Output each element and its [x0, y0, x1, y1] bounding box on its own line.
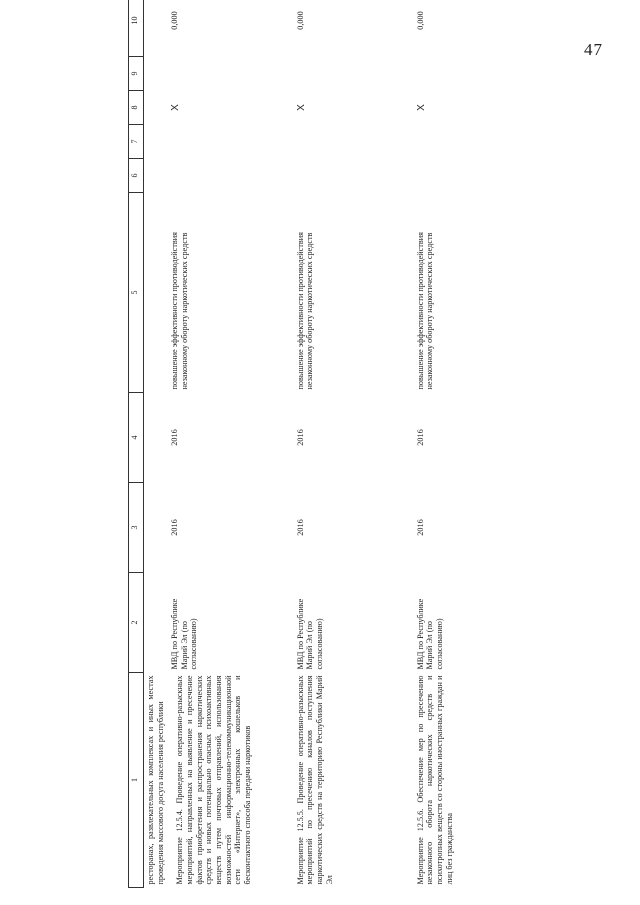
executor-cell: МВД по Республике Марий Эл (по согласованию) — [415, 598, 444, 670]
col6-cell — [414, 159, 549, 193]
start-year-cell: 2016 — [295, 519, 305, 536]
col-header: 3 — [129, 483, 144, 573]
table-row — [294, 0, 414, 888]
rotated-table-container — [128, 11, 548, 888]
measure-cell: Мероприятие 12.5.6. Обеспечение мер по пресечению незаконного оборота наркотических средств и психотропных веществ со стороны иностранных граждан и лиц без гражданства — [415, 675, 454, 885]
result-cell: повышение эффективности противодействия незаконному обороту наркотических средств — [170, 232, 189, 390]
program-measures-table — [128, 0, 548, 888]
col7-cell — [144, 125, 294, 159]
col-header: 4 — [129, 393, 144, 483]
col-header: 6 — [129, 159, 144, 193]
col-header: 8 — [129, 91, 144, 125]
col-header: 7 — [129, 125, 144, 159]
continuation-text: ресторанах, развлекательных комплексах и иных местах проведения массового досуга населения республики — [146, 675, 165, 885]
col8-cell: X — [170, 104, 181, 111]
measure-text: Мероприятие 12.5.4. Проведение оперативно-разыскных мероприятий, направленных на выявление и пресечение фактов приобретения и распространения наркотических средств и новых потенциально опасных психоактивных веществ путем почтовых отправлений, использования возможностей информационно-телекоммуникационной сети «Интернет», электронных кошельков и бесконтактного способа передачи наркотиков — [175, 675, 253, 885]
col9-cell — [414, 57, 549, 91]
header-row — [129, 0, 144, 888]
table-row — [144, 0, 294, 888]
col8-cell: X — [415, 104, 427, 111]
col10-cell: 0,000 — [415, 11, 425, 30]
table-row — [414, 0, 549, 888]
col9-cell — [294, 57, 414, 91]
col-header: 1 — [129, 673, 144, 888]
col10-cell: 0,000 — [295, 11, 305, 30]
col7-cell — [294, 125, 414, 159]
col-header: 5 — [129, 193, 144, 393]
end-year-cell: 2016 — [170, 429, 179, 446]
col6-cell — [144, 159, 294, 193]
start-year-cell: 2016 — [170, 519, 179, 536]
end-year-cell: 2016 — [295, 429, 305, 446]
executor-cell: МВД по Республике Марий Эл (по согласованию) — [295, 598, 324, 670]
col6-cell — [294, 159, 414, 193]
end-year-cell: 2016 — [415, 429, 425, 446]
col9-cell — [144, 57, 294, 91]
col8-cell: X — [295, 104, 307, 111]
col10-cell: 0,000 — [170, 11, 179, 30]
col-header: 10 — [129, 0, 144, 57]
start-year-cell: 2016 — [415, 519, 425, 536]
result-cell: повышение эффективности противодействия незаконному обороту наркотических средств — [415, 232, 435, 390]
measure-cell — [144, 673, 294, 888]
measure-cell: Мероприятие 12.5.5. Проведение оперативно-разыскных мероприятий по пресечению каналов поступления наркотических средств на территорию Республики Марий Эл — [295, 675, 334, 885]
executor-cell: МВД по Республике Марий Эл (по согласованию) — [170, 598, 199, 670]
col-header: 9 — [129, 57, 144, 91]
col-header: 2 — [129, 573, 144, 673]
result-cell: повышение эффективности противодействия незаконному обороту наркотических средств — [295, 232, 315, 390]
page-number: 47 — [584, 40, 603, 59]
col7-cell — [414, 125, 549, 159]
